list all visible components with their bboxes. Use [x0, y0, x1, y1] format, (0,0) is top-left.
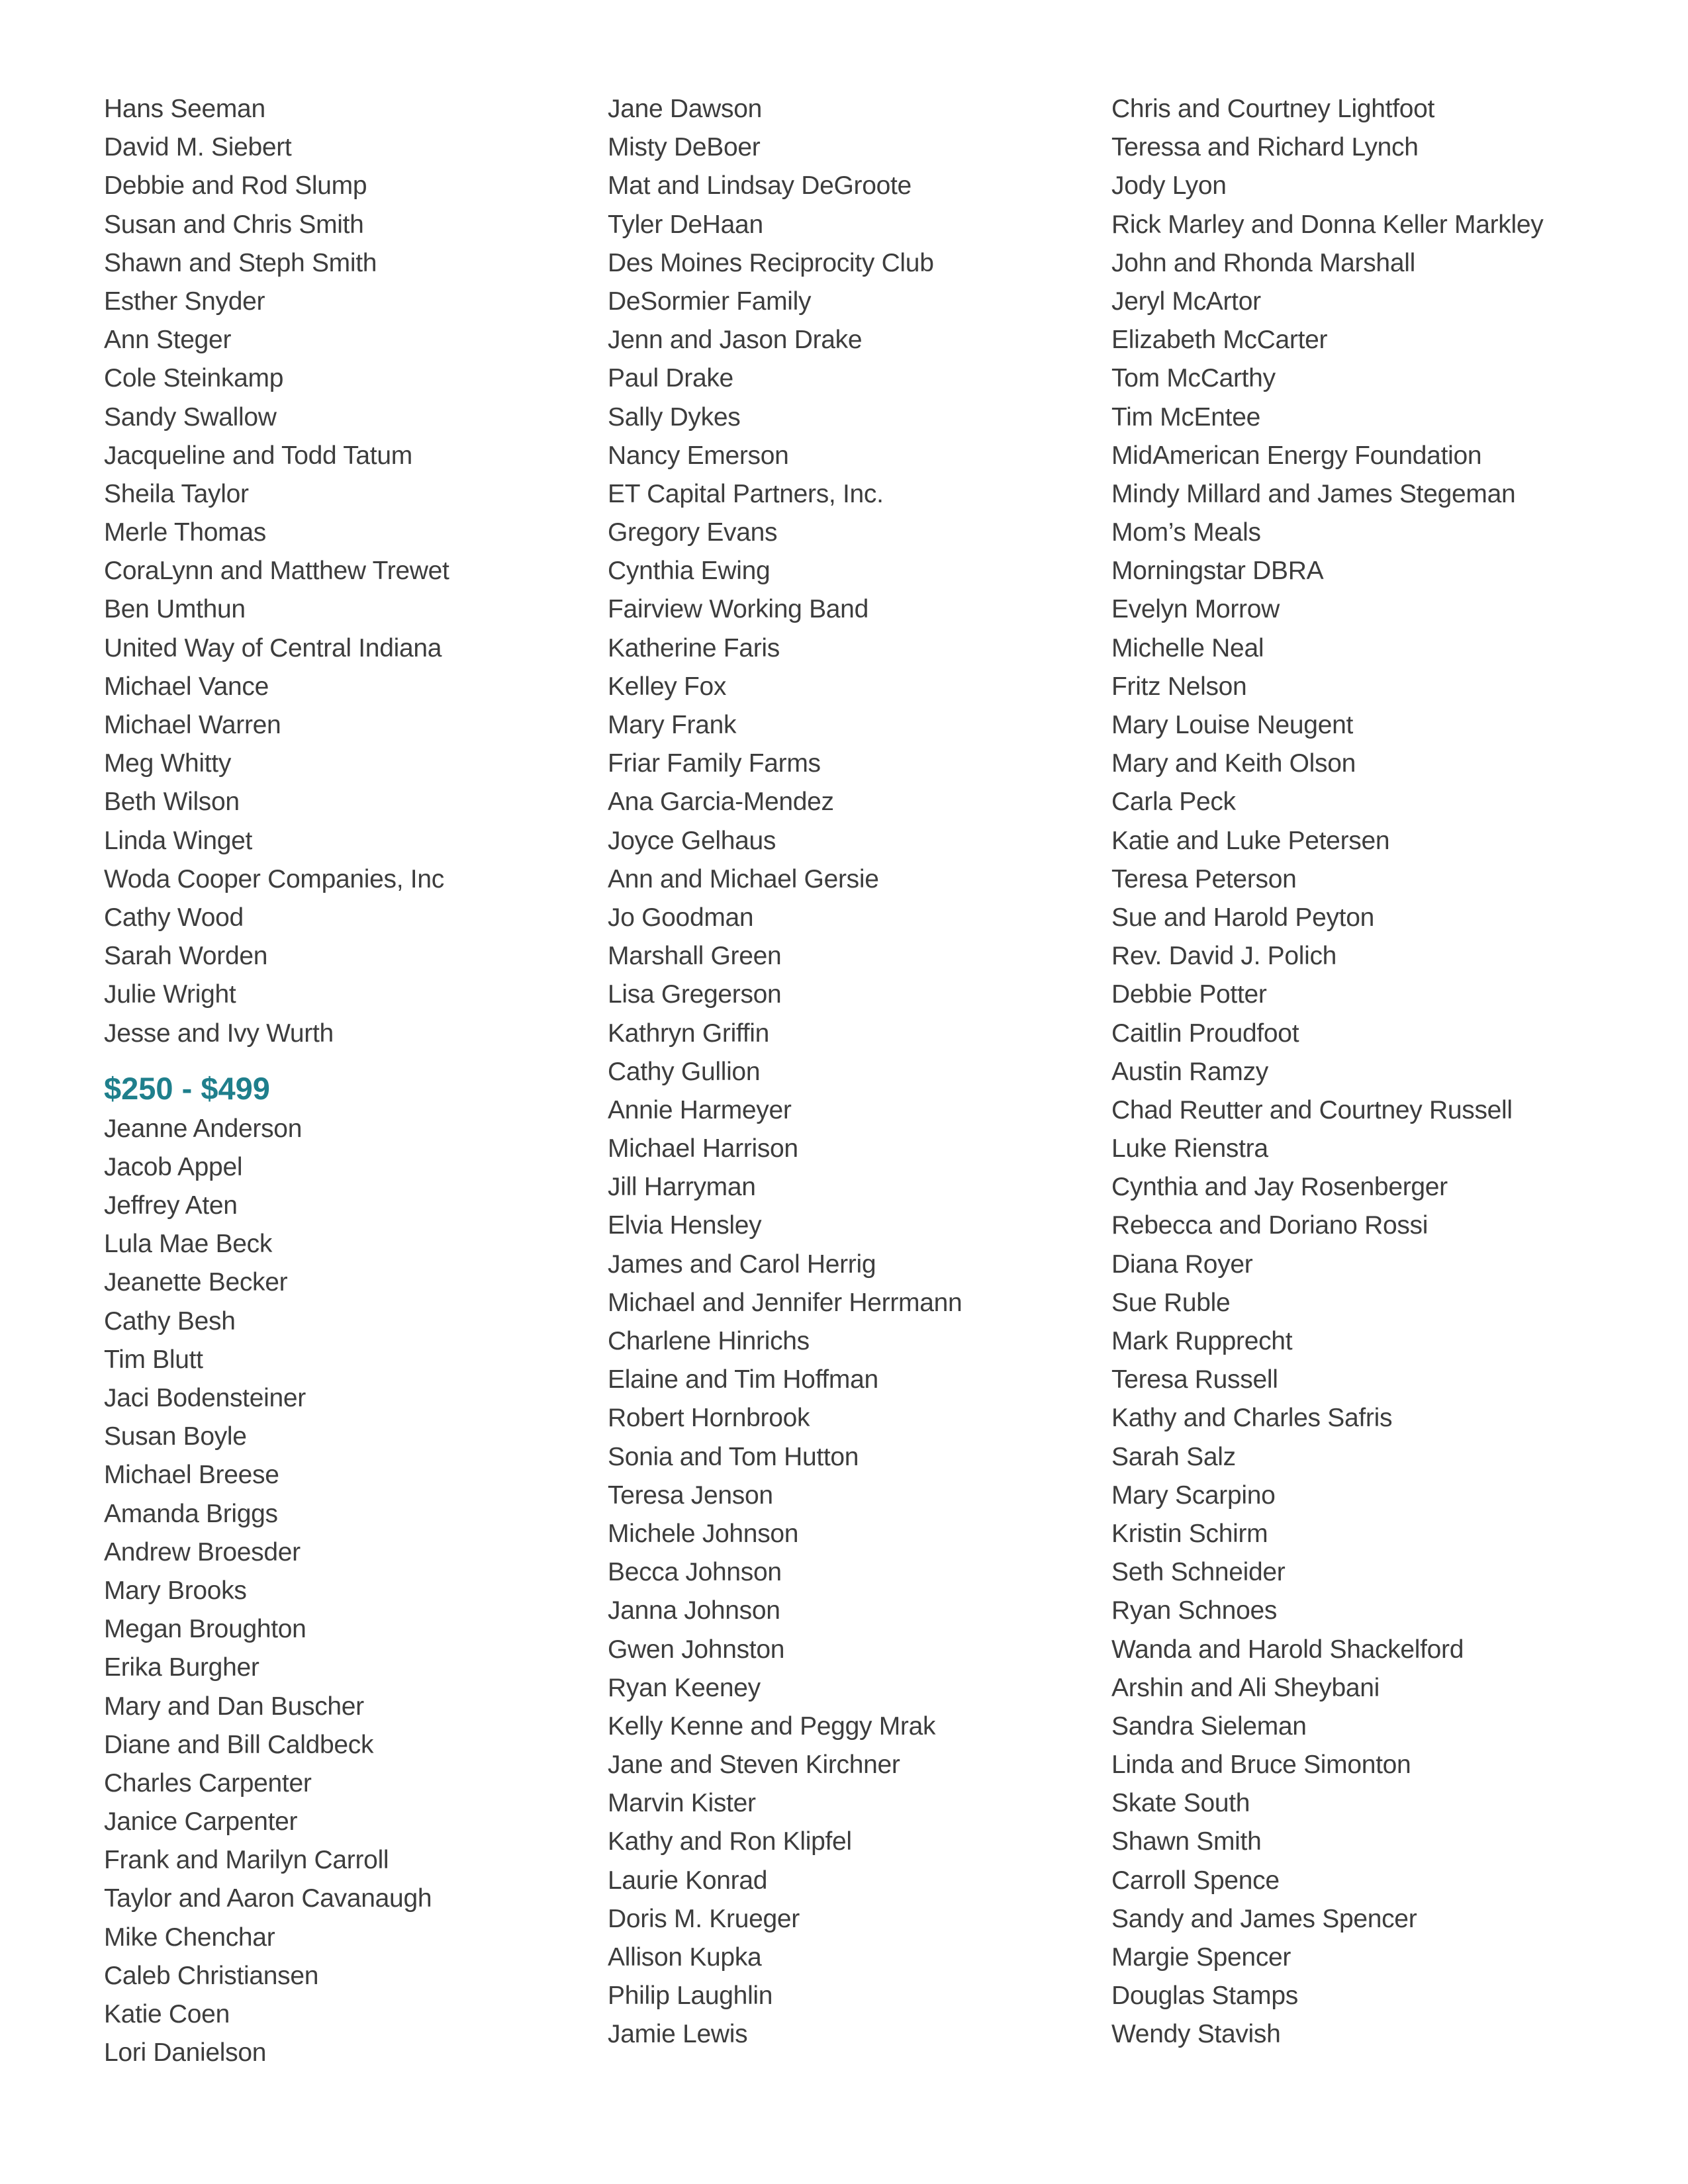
- donor-name: Sue and Harold Peyton: [1111, 903, 1374, 932]
- donor-name: Ann and Michael Gersie: [608, 864, 879, 893]
- donor-name: Janna Johnson: [608, 1596, 780, 1625]
- donor-name: Arshin and Ali Sheybani: [1111, 1673, 1380, 1702]
- donor-name: Rick Marley and Donna Keller Markley: [1111, 210, 1544, 239]
- donor-name: Margie Spencer: [1111, 1943, 1291, 1972]
- donor-name: John and Rhonda Marshall: [1111, 248, 1415, 277]
- donor-name: Diane and Bill Caldbeck: [104, 1730, 374, 1759]
- donor-name: Mary Louise Neugent: [1111, 711, 1354, 739]
- donor-name: Mike Chenchar: [104, 1923, 275, 1952]
- donor-name: Douglas Stamps: [1111, 1981, 1298, 2011]
- donor-name: Katie and Luke Petersen: [1111, 826, 1390, 855]
- donor-name: Cole Steinkamp: [104, 364, 284, 393]
- donor-name: Friar Family Farms: [608, 749, 821, 778]
- donor-name: Austin Ramzy: [1111, 1057, 1268, 1086]
- donor-name: Lisa Gregerson: [608, 980, 782, 1009]
- donor-name: Jeryl McArtor: [1111, 287, 1261, 316]
- donor-name: Jane and Steven Kirchner: [608, 1751, 900, 1780]
- donor-name: David M. Siebert: [104, 133, 292, 162]
- donor-name: Meg Whitty: [104, 749, 232, 778]
- donor-name: Laurie Konrad: [608, 1866, 768, 1895]
- donor-name: Jo Goodman: [608, 903, 754, 932]
- donor-name: Marvin Kister: [608, 1789, 756, 1818]
- donor-name: Becca Johnson: [608, 1558, 782, 1587]
- donor-name: Jody Lyon: [1111, 171, 1227, 201]
- donor-name: Mary and Keith Olson: [1111, 749, 1356, 778]
- donor-name: Carla Peck: [1111, 788, 1236, 817]
- donor-column-1: [104, 90, 594, 2072]
- donor-name: Michael Breese: [104, 1461, 279, 1490]
- donor-name: Jeffrey Aten: [104, 1191, 238, 1220]
- donor-name: Jacqueline and Todd Tatum: [104, 441, 412, 470]
- donor-list-250-499: [104, 1110, 594, 2073]
- donor-name: Marshall Green: [608, 942, 782, 971]
- donor-name: Michael Warren: [104, 711, 281, 739]
- donor-name: Hans Seeman: [104, 95, 265, 123]
- donor-name: Sue Ruble: [1111, 1288, 1231, 1317]
- donor-name: Wanda and Harold Shackelford: [1111, 1635, 1464, 1664]
- donor-name: Kathy and Ron Klipfel: [608, 1827, 852, 1856]
- donor-name: Michael Harrison: [608, 1134, 798, 1163]
- donor-name: Julie Wright: [104, 980, 236, 1009]
- donor-name: Sarah Worden: [104, 942, 268, 971]
- donor-name: Kathryn Griffin: [608, 1019, 770, 1048]
- donor-name: Fairview Working Band: [608, 595, 868, 624]
- donor-name: Amanda Briggs: [104, 1499, 278, 1528]
- donor-name: Elizabeth McCarter: [1111, 326, 1328, 355]
- donor-name: Michael Vance: [104, 672, 269, 701]
- donor-name: Michele Johnson: [608, 1519, 799, 1548]
- donor-name: Tom McCarthy: [1111, 364, 1276, 393]
- donor-name: Elvia Hensley: [608, 1211, 762, 1240]
- donor-name: Ryan Keeney: [608, 1673, 761, 1702]
- donor-name: Sonia and Tom Hutton: [608, 1442, 859, 1471]
- donor-column-2: [608, 90, 1098, 2054]
- donor-name: Mat and Lindsay DeGroote: [608, 171, 912, 201]
- donor-name: Caleb Christiansen: [104, 1961, 319, 1990]
- donor-name: Chris and Courtney Lightfoot: [1111, 95, 1435, 123]
- donor-name: Jacob Appel: [104, 1152, 243, 1181]
- donor-name: Teresa Peterson: [1111, 864, 1297, 893]
- donor-name: Mindy Millard and James Stegeman: [1111, 479, 1516, 508]
- donor-name: Shawn Smith: [1111, 1827, 1262, 1856]
- donor-name: Sandy and James Spencer: [1111, 1904, 1417, 1933]
- donor-name: Kathy and Charles Safris: [1111, 1404, 1393, 1433]
- donor-name: Wendy Stavish: [1111, 2020, 1281, 2049]
- donor-name: United Way of Central Indiana: [104, 633, 442, 662]
- donor-name: Kristin Schirm: [1111, 1519, 1268, 1548]
- donor-name: Cynthia and Jay Rosenberger: [1111, 1173, 1448, 1202]
- donor-name: Gwen Johnston: [608, 1635, 785, 1664]
- donor-name: Ann Steger: [104, 326, 232, 355]
- donor-name: Nancy Emerson: [608, 441, 789, 470]
- donor-name: Seth Schneider: [1111, 1558, 1286, 1587]
- donor-list-continued: [104, 90, 594, 1053]
- donor-name: Jamie Lewis: [608, 2020, 748, 2049]
- donor-name: Fritz Nelson: [1111, 672, 1247, 701]
- donor-name: Katie Coen: [104, 2000, 230, 2028]
- donor-name: Diana Royer: [1111, 1250, 1253, 1279]
- donor-name: Mark Rupprecht: [1111, 1327, 1293, 1355]
- donor-name: Cathy Gullion: [608, 1057, 761, 1086]
- donor-name: Frank and Marilyn Carroll: [104, 1846, 389, 1875]
- donor-name: Cathy Besh: [104, 1306, 236, 1336]
- donor-name: Shawn and Steph Smith: [104, 248, 377, 277]
- donor-name: Debbie and Rod Slump: [104, 171, 367, 201]
- donor-name: Luke Rienstra: [1111, 1134, 1268, 1163]
- donor-name: Rebecca and Doriano Rossi: [1111, 1211, 1429, 1240]
- donor-name: Megan Broughton: [104, 1615, 306, 1644]
- donor-name: Teresa Jenson: [608, 1480, 773, 1510]
- donor-name: Philip Laughlin: [608, 1981, 773, 2011]
- donor-name: Morningstar DBRA: [1111, 557, 1324, 586]
- donor-name: Allison Kupka: [608, 1943, 762, 1972]
- donor-name: Skate South: [1111, 1789, 1250, 1818]
- donor-name: Taylor and Aaron Cavanaugh: [104, 1884, 432, 1913]
- donor-name: Des Moines Reciprocity Club: [608, 248, 934, 277]
- donor-name: Charlene Hinrichs: [608, 1327, 810, 1355]
- donor-name: James and Carol Herrig: [608, 1250, 876, 1279]
- donor-name: Erika Burgher: [104, 1653, 259, 1682]
- donor-name: Jeanne Anderson: [104, 1114, 303, 1143]
- donor-name: Michael and Jennifer Herrmann: [608, 1288, 962, 1317]
- donor-name: Carroll Spence: [1111, 1866, 1280, 1895]
- donor-name: Joyce Gelhaus: [608, 826, 776, 855]
- donor-name: Cynthia Ewing: [608, 557, 771, 586]
- donor-name: Tim Blutt: [104, 1345, 203, 1374]
- donor-name: Merle Thomas: [104, 518, 266, 547]
- donor-name: Sarah Salz: [1111, 1442, 1236, 1471]
- donor-name: Tyler DeHaan: [608, 210, 763, 239]
- donor-name: Cathy Wood: [104, 903, 244, 932]
- donor-name: Susan and Chris Smith: [104, 210, 364, 239]
- donor-name: MidAmerican Energy Foundation: [1111, 441, 1482, 470]
- donor-name: Ben Umthun: [104, 595, 246, 624]
- donor-name: Janice Carpenter: [104, 1807, 298, 1837]
- donor-name: Linda and Bruce Simonton: [1111, 1751, 1411, 1780]
- donor-name: Katherine Faris: [608, 633, 780, 662]
- donor-name: Evelyn Morrow: [1111, 595, 1280, 624]
- donor-name: Jenn and Jason Drake: [608, 326, 863, 355]
- donor-name: Charles Carpenter: [104, 1768, 312, 1797]
- donor-name: Lula Mae Beck: [104, 1230, 273, 1259]
- donor-name: Annie Harmeyer: [608, 1095, 792, 1124]
- donor-name: Elaine and Tim Hoffman: [608, 1365, 878, 1394]
- donor-name: Mary Scarpino: [1111, 1480, 1276, 1510]
- donor-name: Mary and Dan Buscher: [104, 1692, 364, 1721]
- donor-name: Robert Hornbrook: [608, 1404, 810, 1433]
- donor-name: Ryan Schnoes: [1111, 1596, 1278, 1625]
- donor-name: Michelle Neal: [1111, 633, 1264, 662]
- donor-name: Jaci Bodensteiner: [104, 1384, 306, 1412]
- donor-name: Mom’s Meals: [1111, 518, 1261, 547]
- donor-name: Gregory Evans: [608, 518, 778, 547]
- donor-name: Andrew Broesder: [104, 1537, 301, 1567]
- donor-name: Paul Drake: [608, 364, 733, 393]
- donor-name: Sandy Swallow: [104, 402, 277, 432]
- donor-name: Jane Dawson: [608, 95, 763, 123]
- donor-name: Caitlin Proudfoot: [1111, 1019, 1299, 1048]
- donor-name: Jeanette Becker: [104, 1268, 288, 1297]
- donor-name: Teressa and Richard Lynch: [1111, 133, 1419, 162]
- donor-name: Sheila Taylor: [104, 479, 249, 508]
- donor-name: Mary Brooks: [104, 1576, 247, 1605]
- donor-name: Teresa Russell: [1111, 1365, 1278, 1394]
- donor-name: Debbie Potter: [1111, 980, 1267, 1009]
- donor-name: Sally Dykes: [608, 402, 741, 432]
- donor-name: Kelley Fox: [608, 672, 727, 701]
- donor-name: Linda Winget: [104, 826, 253, 855]
- donor-name: Esther Snyder: [104, 287, 265, 316]
- donor-name: CoraLynn and Matthew Trewet: [104, 557, 449, 586]
- donor-name: Chad Reutter and Courtney Russell: [1111, 1095, 1513, 1124]
- donor-name: Kelly Kenne and Peggy Mrak: [608, 1711, 936, 1741]
- donor-name: Jesse and Ivy Wurth: [104, 1019, 334, 1048]
- donor-name: Susan Boyle: [104, 1422, 247, 1451]
- donor-column-3: [1111, 90, 1601, 2054]
- donor-name: Ana Garcia-Mendez: [608, 788, 834, 817]
- donor-name: Jill Harryman: [608, 1173, 756, 1202]
- donor-name: Beth Wilson: [104, 788, 240, 817]
- donor-name: Sandra Sieleman: [1111, 1711, 1307, 1741]
- donor-name: Doris M. Krueger: [608, 1904, 800, 1933]
- donor-name: Misty DeBoer: [608, 133, 761, 162]
- donor-name: Mary Frank: [608, 711, 737, 739]
- donor-name: Rev. David J. Polich: [1111, 942, 1337, 971]
- donor-name: Lori Danielson: [104, 2038, 267, 2068]
- donor-name: ET Capital Partners, Inc.: [608, 479, 884, 508]
- donor-name: Tim McEntee: [1111, 402, 1260, 432]
- donation-tier-heading: $250 - $499: [104, 1070, 270, 1106]
- donor-name: DeSormier Family: [608, 287, 812, 316]
- donor-name: Woda Cooper Companies, Inc: [104, 864, 444, 893]
